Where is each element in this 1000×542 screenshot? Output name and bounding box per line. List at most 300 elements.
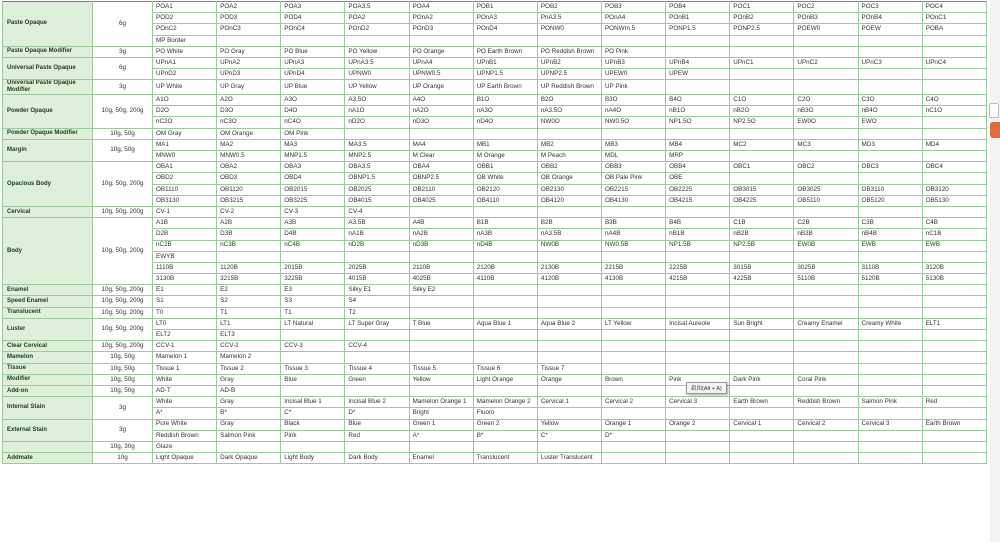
- shade-cell: OB2225: [666, 184, 730, 195]
- shade-cell: Tissue 7: [537, 363, 601, 374]
- shade-cell: 1110B: [153, 262, 217, 273]
- shade-cell: [601, 341, 665, 352]
- shade-cell: UP Earth Brown: [473, 80, 537, 95]
- shade-cell: A3.5O: [345, 95, 409, 106]
- shade-cell: Aqua Blue 1: [473, 318, 537, 329]
- shade-cell: Incisal Blue 1: [281, 397, 345, 408]
- shade-cell: POnA4: [601, 13, 665, 24]
- shade-cell: Mamelon Orange 2: [473, 397, 537, 408]
- shade-cell: OBB3: [601, 162, 665, 173]
- shade-cell: MNP1.5: [281, 151, 345, 162]
- shade-cell: C*: [281, 408, 345, 419]
- shade-cell: [794, 151, 858, 162]
- shade-cell: [409, 251, 473, 262]
- shade-cell: UPNW0: [345, 69, 409, 80]
- table-body: [3, 2, 987, 464]
- shade-cell: POnD3: [409, 24, 473, 35]
- shade-cell: [730, 408, 794, 419]
- shade-cell: [730, 363, 794, 374]
- shade-cell: [922, 46, 986, 57]
- category-addmate: Addmate: [3, 453, 93, 464]
- shade-cell: Enamel: [409, 453, 473, 464]
- shade-cell: NW0.5O: [601, 117, 665, 128]
- shade-cell: [858, 296, 922, 307]
- shade-cell: nC3B: [217, 240, 281, 251]
- shade-cell: [409, 206, 473, 217]
- shade-cell: nC1B: [922, 229, 986, 240]
- shade-cell: nA3.5O: [537, 106, 601, 117]
- shade-cell: [858, 151, 922, 162]
- shade-cell: [409, 341, 473, 352]
- shade-cell: [537, 296, 601, 307]
- shade-cell: [473, 330, 537, 341]
- shade-cell: [345, 385, 409, 396]
- shade-cell: [794, 251, 858, 262]
- shade-cell: nB4O: [858, 106, 922, 117]
- shade-cell: [537, 385, 601, 396]
- shade-cell: Mamelon 1: [153, 352, 217, 363]
- package-size: 3g: [93, 46, 153, 57]
- shade-cell: [794, 385, 858, 396]
- shade-cell: [922, 408, 986, 419]
- shade-cell: M Orange: [473, 151, 537, 162]
- shade-cell: D4B: [281, 229, 345, 240]
- shade-cell: [794, 341, 858, 352]
- package-size: 10g, 50g, 200g: [93, 95, 153, 129]
- shade-cell: [858, 307, 922, 318]
- shade-cell: OB2110: [409, 184, 473, 195]
- screenshot-tooltip: 截图(Alt + A): [686, 382, 727, 394]
- shade-cell: [666, 408, 730, 419]
- shade-cell: CV-2: [217, 206, 281, 217]
- shade-cell: nD2O: [345, 117, 409, 128]
- shade-cell: Gray: [217, 419, 281, 430]
- package-size: 10g, 50g: [93, 352, 153, 363]
- shade-cell: [794, 69, 858, 80]
- shade-cell: NP2.5B: [730, 240, 794, 251]
- shade-cell: Light Opaque: [153, 453, 217, 464]
- shade-cell: [922, 352, 986, 363]
- shade-cell: [922, 330, 986, 341]
- shade-cell: B1O: [473, 95, 537, 106]
- shade-cell: [922, 285, 986, 296]
- shade-cell: [858, 441, 922, 452]
- package-size: 10g, 50g: [93, 374, 153, 385]
- shade-cell: OB2025: [345, 184, 409, 195]
- shade-cell: CV-4: [345, 206, 409, 217]
- shade-cell: Cervical 2: [794, 419, 858, 430]
- shade-cell: OB3215: [217, 195, 281, 206]
- shade-cell: [858, 69, 922, 80]
- shade-cell: OB3130: [153, 195, 217, 206]
- shade-cell: nB2B: [730, 229, 794, 240]
- package-size: 10g, 50g: [93, 139, 153, 161]
- shade-cell: UPnB3: [601, 57, 665, 68]
- shade-cell: Mamelon 2: [217, 352, 281, 363]
- shade-cell: C4O: [922, 95, 986, 106]
- shade-cell: [666, 206, 730, 217]
- shade-cell: Glaze: [153, 441, 217, 452]
- shade-cell: OB4110: [473, 195, 537, 206]
- shade-cell: [922, 307, 986, 318]
- category-modifier: Modifier: [3, 374, 93, 385]
- shade-cell: POC4: [922, 2, 986, 13]
- shade-cell: Orange 1: [601, 419, 665, 430]
- shade-cell: UP Blue: [281, 80, 345, 95]
- shade-cell: OM Gray: [153, 128, 217, 139]
- shade-cell: 2110B: [409, 262, 473, 273]
- shade-cell: Light Orange: [473, 374, 537, 385]
- shade-cell: MC3: [794, 139, 858, 150]
- shade-cell: [601, 285, 665, 296]
- shade-cell: T1: [217, 307, 281, 318]
- shade-row: [3, 46, 987, 57]
- package-size: 10g, 50g, 200g: [93, 218, 153, 285]
- side-scroll-strip: [990, 0, 1000, 542]
- shade-cell: Luster Translucent: [537, 453, 601, 464]
- shade-cell: T0: [153, 307, 217, 318]
- shade-cell: nD4B: [473, 240, 537, 251]
- shade-cell: nA3.5B: [537, 229, 601, 240]
- package-size: 10g, 50g: [93, 128, 153, 139]
- shade-cell: Green 2: [473, 419, 537, 430]
- shade-cell: A2O: [217, 95, 281, 106]
- shade-cell: 4225B: [730, 274, 794, 285]
- package-size: 10g: [93, 453, 153, 464]
- shade-cell: 4025B: [409, 274, 473, 285]
- shade-row: [3, 419, 987, 430]
- shade-cell: [409, 385, 473, 396]
- shade-cell: [794, 296, 858, 307]
- shade-cell: PO White: [153, 46, 217, 57]
- shade-cell: [281, 352, 345, 363]
- shade-cell: NP2.5O: [730, 117, 794, 128]
- shade-cell: 3225B: [281, 274, 345, 285]
- shade-cell: [730, 330, 794, 341]
- shade-cell: [794, 430, 858, 441]
- shade-cell: OB3015: [730, 184, 794, 195]
- shade-cell: [794, 173, 858, 184]
- shade-cell: [601, 385, 665, 396]
- shade-cell: [730, 430, 794, 441]
- shade-row: [3, 2, 987, 13]
- shade-cell: 4215B: [666, 274, 730, 285]
- category-unnamed: [3, 441, 93, 452]
- shade-cell: Orange: [537, 374, 601, 385]
- shade-cell: 3215B: [217, 274, 281, 285]
- shade-cell: S1: [153, 296, 217, 307]
- shade-cell: [730, 151, 794, 162]
- shade-cell: 3015B: [730, 262, 794, 273]
- category-add-on: Add-on: [3, 385, 93, 396]
- shade-cell: Blue: [281, 374, 345, 385]
- shade-cell: Salmon Pink: [858, 397, 922, 408]
- shade-cell: OBC3: [858, 162, 922, 173]
- shade-cell: nD3O: [409, 117, 473, 128]
- shade-row: [3, 128, 987, 139]
- shade-cell: OB5120: [858, 195, 922, 206]
- shade-cell: nA3B: [473, 229, 537, 240]
- shade-cell: nA4O: [601, 106, 665, 117]
- category-external-stain: External Stain: [3, 419, 93, 441]
- shade-cell: [730, 251, 794, 262]
- shade-cell: [730, 352, 794, 363]
- shade-cell: Dark Opaque: [217, 453, 281, 464]
- category-clear-cervical: Clear Cervical: [3, 341, 93, 352]
- shade-cell: [858, 206, 922, 217]
- shade-cell: D4O: [281, 106, 345, 117]
- shade-cell: Green 1: [409, 419, 473, 430]
- shade-cell: [409, 330, 473, 341]
- shade-cell: Creamy White: [858, 318, 922, 329]
- package-size: 10g, 50g: [93, 385, 153, 396]
- shade-cell: Gray: [217, 397, 281, 408]
- shade-cell: [858, 453, 922, 464]
- shade-cell: OBE: [666, 173, 730, 184]
- shade-cell: MB1: [473, 139, 537, 150]
- shade-cell: C*: [537, 430, 601, 441]
- shade-cell: MDL: [601, 151, 665, 162]
- shade-cell: Blue: [345, 419, 409, 430]
- shade-cell: OBA3.5: [345, 162, 409, 173]
- shade-cell: OBB4: [666, 162, 730, 173]
- shade-cell: nA1B: [345, 229, 409, 240]
- shade-cell: UPnD2: [153, 69, 217, 80]
- shade-cell: UPnB4: [666, 57, 730, 68]
- shade-cell: [666, 453, 730, 464]
- shade-cell: POnB3: [794, 13, 858, 24]
- shade-row: [3, 57, 987, 68]
- shade-cell: Dark Pink: [730, 374, 794, 385]
- shade-cell: POB2: [537, 2, 601, 13]
- shade-cell: [473, 385, 537, 396]
- shade-cell: [537, 285, 601, 296]
- shade-row: [3, 363, 987, 374]
- shade-cell: White: [153, 374, 217, 385]
- shade-cell: Light Body: [281, 453, 345, 464]
- shade-cell: CV-3: [281, 206, 345, 217]
- shade-row: [3, 397, 987, 408]
- shade-cell: OB2215: [601, 184, 665, 195]
- category-internal-stain: Internal Stain: [3, 397, 93, 419]
- shade-cell: M Peach: [537, 151, 601, 162]
- shade-cell: POnC4: [281, 24, 345, 35]
- shade-cell: 5120B: [858, 274, 922, 285]
- shade-cell: T2: [345, 307, 409, 318]
- category-paste-opaque-modifier: Paste Opaque Modifier: [3, 46, 93, 57]
- package-size: 3g: [93, 397, 153, 419]
- category-body: Body: [3, 218, 93, 285]
- shade-cell: CCV-1: [153, 341, 217, 352]
- shade-cell: [666, 307, 730, 318]
- shade-cell: [922, 374, 986, 385]
- shade-cell: [537, 441, 601, 452]
- shade-cell: OB4225: [730, 195, 794, 206]
- shade-cell: nB3O: [794, 106, 858, 117]
- shade-cell: B4B: [666, 218, 730, 229]
- shade-cell: [217, 35, 281, 46]
- shade-cell: [730, 173, 794, 184]
- shade-cell: MNP2.5: [345, 151, 409, 162]
- shade-cell: POnD4: [473, 24, 537, 35]
- shade-cell: PO Orange: [409, 46, 473, 57]
- shade-cell: [858, 46, 922, 57]
- shade-row: [3, 352, 987, 363]
- shade-cell: [601, 307, 665, 318]
- shade-cell: [922, 341, 986, 352]
- shade-cell: Incisal Blue 2: [345, 397, 409, 408]
- shade-cell: [858, 128, 922, 139]
- shade-cell: UPnA3: [281, 57, 345, 68]
- shade-cell: MB4: [666, 139, 730, 150]
- shade-cell: [922, 385, 986, 396]
- shade-cell: A2B: [217, 218, 281, 229]
- shade-cell: B4O: [666, 95, 730, 106]
- shade-cell: 4110B: [473, 274, 537, 285]
- shade-cell: [666, 363, 730, 374]
- shade-cell: CCV-2: [217, 341, 281, 352]
- shade-cell: C1B: [730, 218, 794, 229]
- shade-cell: LT Super Gray: [345, 318, 409, 329]
- package-size: 10g, 50g: [93, 363, 153, 374]
- shade-cell: UPNW0.5: [409, 69, 473, 80]
- shade-cell: OB2015: [281, 184, 345, 195]
- shade-cell: [730, 69, 794, 80]
- shade-cell: A3B: [281, 218, 345, 229]
- shade-cell: 2225B: [666, 262, 730, 273]
- shade-cell: nA1O: [345, 106, 409, 117]
- shade-cell: [345, 330, 409, 341]
- shade-cell: [730, 341, 794, 352]
- shade-cell: [922, 251, 986, 262]
- shade-row: [3, 80, 987, 95]
- shade-cell: [922, 117, 986, 128]
- shade-cell: PO Pink: [601, 46, 665, 57]
- shade-cell: MRP: [666, 151, 730, 162]
- shade-cell: Brown: [601, 374, 665, 385]
- package-size: 10g, 50g, 200g: [93, 307, 153, 318]
- shade-cell: OB4215: [666, 195, 730, 206]
- shade-cell: [281, 441, 345, 452]
- shade-cell: UP White: [153, 80, 217, 95]
- shade-cell: PO Earth Brown: [473, 46, 537, 57]
- package-size: 3g: [93, 419, 153, 441]
- shade-cell: OB Pale Pink: [601, 173, 665, 184]
- shade-cell: Aqua Blue 2: [537, 318, 601, 329]
- shade-cell: [537, 330, 601, 341]
- shade-cell: 3130B: [153, 274, 217, 285]
- shade-cell: Fluoro: [473, 408, 537, 419]
- shade-cell: Earth Brown: [730, 397, 794, 408]
- shade-cell: OB1110: [153, 184, 217, 195]
- shade-cell: [666, 80, 730, 95]
- shade-cell: [858, 374, 922, 385]
- shade-cell: 2130B: [537, 262, 601, 273]
- shade-cell: [858, 430, 922, 441]
- shade-cell: LT Natural: [281, 318, 345, 329]
- shade-cell: [601, 352, 665, 363]
- shade-cell: [473, 341, 537, 352]
- shade-cell: EWB: [858, 240, 922, 251]
- shade-cell: PO Gray: [217, 46, 281, 57]
- shade-cell: [537, 206, 601, 217]
- shade-cell: [922, 363, 986, 374]
- shade-cell: OBD3: [217, 173, 281, 184]
- shade-cell: UP Gray: [217, 80, 281, 95]
- shade-row: [3, 318, 987, 329]
- shade-cell: [922, 430, 986, 441]
- shade-cell: [730, 206, 794, 217]
- package-size: 6g: [93, 2, 153, 47]
- shade-cell: POnC3: [217, 24, 281, 35]
- shade-cell: nA2B: [409, 229, 473, 240]
- shade-row: [3, 374, 987, 385]
- shade-cell: Pink: [281, 430, 345, 441]
- shade-cell: AD-T: [153, 385, 217, 396]
- shade-cell: ELT2: [153, 330, 217, 341]
- shade-cell: POA2: [217, 2, 281, 13]
- shade-cell: Silky E1: [345, 285, 409, 296]
- shade-cell: B3B: [601, 218, 665, 229]
- shade-cell: MNW0.5: [217, 151, 281, 162]
- shade-cell: [922, 80, 986, 95]
- shade-cell: B3O: [601, 95, 665, 106]
- shade-cell: POC2: [794, 2, 858, 13]
- shade-cell: [858, 352, 922, 363]
- category-universal-paste-opaque-modifier: Universal Paste Opaque Modifier: [3, 80, 93, 95]
- shade-cell: [922, 69, 986, 80]
- shade-cell: OB5110: [794, 195, 858, 206]
- shade-cell: POD4: [281, 13, 345, 24]
- shade-cell: Tissue 3: [281, 363, 345, 374]
- shade-cell: Sun Bright: [730, 318, 794, 329]
- shade-cell: Earth Brown: [922, 419, 986, 430]
- shade-cell: [537, 251, 601, 262]
- shade-cell: NW0B: [537, 240, 601, 251]
- shade-cell: OB2130: [537, 184, 601, 195]
- shade-cell: POnC2: [153, 24, 217, 35]
- category-cervical: Cervical: [3, 206, 93, 217]
- side-toolbar-button[interactable]: [989, 103, 999, 118]
- shade-cell: [922, 206, 986, 217]
- category-universal-paste-opaque: Universal Paste Opaque: [3, 57, 93, 79]
- category-opacious-body: Opacious Body: [3, 162, 93, 207]
- package-size: 10g, 50g, 200g: [93, 206, 153, 217]
- shade-cell: C2O: [794, 95, 858, 106]
- shade-cell: nD2B: [345, 240, 409, 251]
- shade-cell: POC1: [730, 2, 794, 13]
- shade-cell: UPnA1: [153, 57, 217, 68]
- shade-cell: [794, 441, 858, 452]
- shade-cell: NP1.5B: [666, 240, 730, 251]
- side-share-badge[interactable]: [990, 122, 1000, 138]
- shade-cell: [730, 35, 794, 46]
- shade-cell: [858, 341, 922, 352]
- shade-cell: [922, 441, 986, 452]
- shade-cell: [922, 296, 986, 307]
- shade-cell: nD4O: [473, 117, 537, 128]
- shade-cell: OBA2: [217, 162, 281, 173]
- shade-cell: POA3: [281, 2, 345, 13]
- shade-cell: [345, 128, 409, 139]
- shade-row: [3, 341, 987, 352]
- shade-cell: [666, 35, 730, 46]
- shade-cell: [858, 173, 922, 184]
- shade-cell: OB1120: [217, 184, 281, 195]
- shade-cell: [666, 251, 730, 262]
- shade-cell: D3B: [217, 229, 281, 240]
- shade-cell: Dark Body: [345, 453, 409, 464]
